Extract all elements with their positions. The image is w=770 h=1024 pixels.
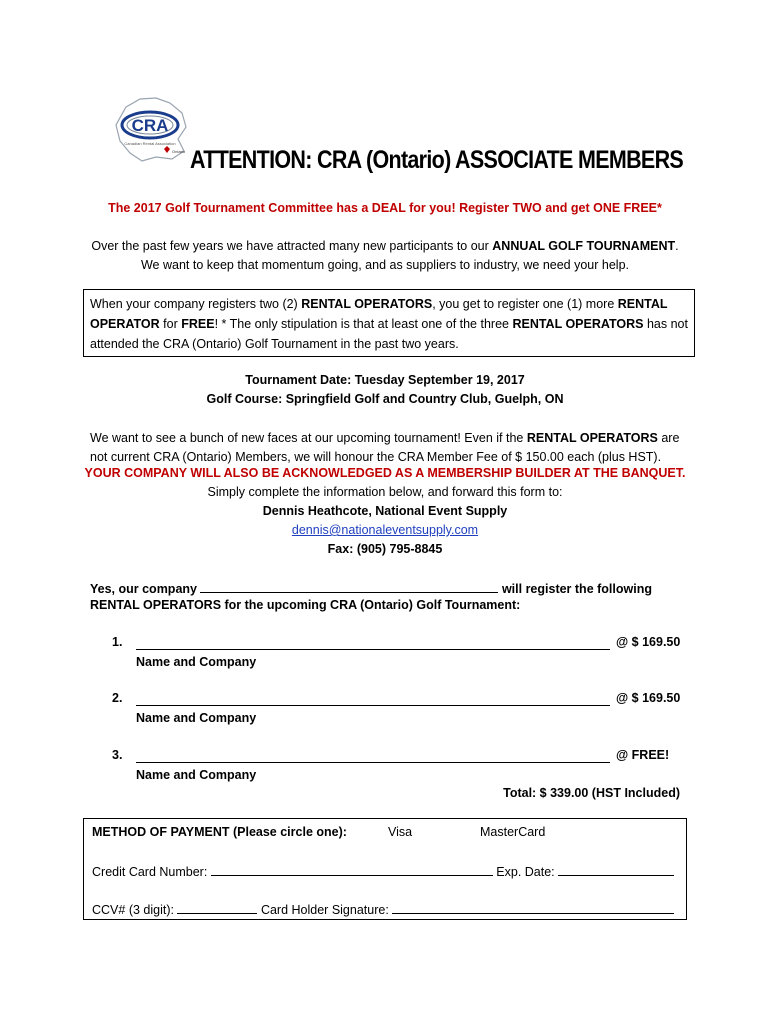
payment-box: [83, 818, 687, 920]
instructions-line: Simply complete the information below, and forward this form to:: [207, 485, 563, 499]
page-title: ATTENTION: CRA (Ontario) ASSOCIATE MEMBERS: [190, 146, 684, 174]
logo-region: Ontario: [172, 149, 186, 154]
ccv-row: CCV# (3 digit): Card Holder Signature:: [92, 900, 674, 917]
golf-course: Golf Course: Springfield Golf and Country Club, Guelph, ON: [206, 392, 564, 406]
visa-option[interactable]: Visa: [388, 825, 413, 839]
registration-line-2: RENTAL OPERATORS for the upcoming CRA (Ontario) Golf Tournament:: [90, 598, 521, 612]
entry-caption: Name and Company: [136, 655, 257, 669]
payment-method-label: METHOD OF PAYMENT (Please circle one):: [92, 825, 347, 839]
new-faces-paragraph: We want to see a bunch of new faces at our upcoming tournament! Even if the RENTAL OPERATORS are not current CRA (Ontario) Members, we will honour the CRA Member Fee of $ 150.00 each (plus HST).: [90, 431, 680, 464]
registration-line-1: Yes, our company will register the following: [90, 579, 652, 596]
operator-field-1[interactable]: [136, 636, 610, 650]
logo-subtitle: Canadian Rental Association: [124, 141, 176, 146]
card-number-row: Credit Card Number: Exp. Date:: [92, 862, 674, 879]
entry-caption: Name and Company: [136, 711, 257, 725]
intro-paragraph: Over the past few years we have attracted many new participants to our ANNUAL GOLF TOURNAMENT. We want to keep that momentum going, and as suppliers to industry, we need your help.: [91, 239, 679, 272]
contact-name: Dennis Heathcote, National Event Supply: [262, 504, 508, 518]
entry-number: 1.: [112, 635, 123, 649]
signature-field[interactable]: [392, 900, 674, 914]
exp-date-field[interactable]: [558, 862, 674, 876]
acknowledgement-line: YOUR COMPANY WILL ALSO BE ACKNOWLEDGED AS A MEMBERSHIP BUILDER AT THE BANQUET.: [84, 466, 686, 480]
total-amount: Total: $ 339.00 (HST Included): [503, 786, 680, 800]
entry-price: @ $ 169.50: [616, 691, 681, 705]
company-name-field[interactable]: [200, 579, 498, 593]
card-number-field[interactable]: [211, 862, 493, 876]
entry-number: 2.: [112, 691, 123, 705]
operator-field-3[interactable]: [136, 749, 610, 763]
contact-fax: Fax: (905) 795-8845: [327, 542, 443, 556]
entry-number: 3.: [112, 748, 123, 762]
entry-caption: Name and Company: [136, 768, 257, 782]
operator-field-2[interactable]: [136, 692, 610, 706]
tournament-date: Tournament Date: Tuesday September 19, 2017: [245, 373, 525, 387]
entry-price: @ $ 169.50: [616, 635, 681, 649]
promo-line: The 2017 Golf Tournament Committee has a DEAL for you! Register TWO and get ONE FREE*: [108, 201, 662, 215]
mastercard-option[interactable]: MasterCard: [480, 825, 546, 839]
ccv-field[interactable]: [177, 900, 257, 914]
contact-email-link[interactable]: dennis@nationaleventsupply.com: [291, 523, 479, 537]
cra-ontario-logo: [112, 95, 190, 165]
entry-price: @ FREE!: [616, 748, 670, 762]
logo-text: CRA: [131, 116, 169, 135]
offer-box: When your company registers two (2) RENTAL OPERATORS, you get to register one (1) more RENTAL OPERATOR for FREE! * The only stipulation is that at least one of the three RENTAL OPERATORS has not attended the CRA (Ontario) Golf Tournament in the past two years.: [83, 289, 695, 357]
